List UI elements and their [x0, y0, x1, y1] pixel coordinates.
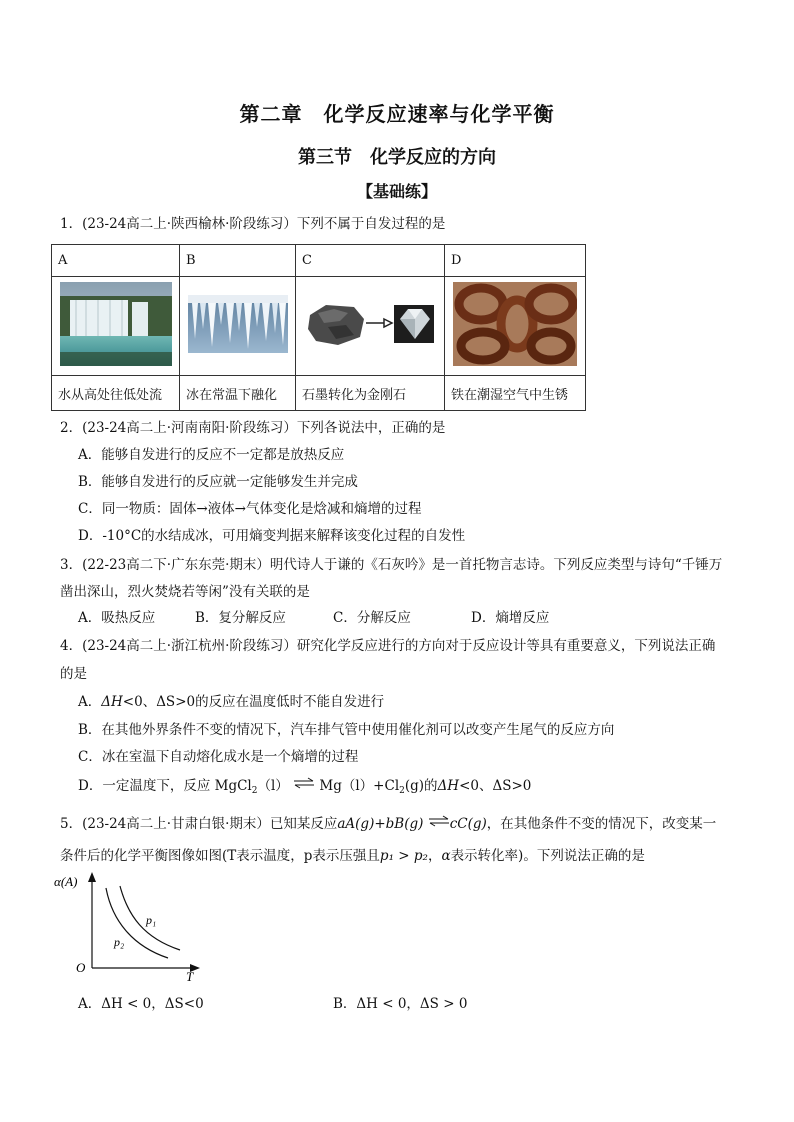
q4-option-a: A．ΔH<0、ΔS>0的反应在温度低时不能自发进行 — [78, 694, 385, 710]
icicles-image — [188, 295, 288, 353]
graph-y-label: α(A) — [54, 874, 78, 889]
q1-letter-a: A — [52, 245, 180, 277]
graph-y-arrow — [88, 872, 96, 882]
q1-image-cell-b — [180, 277, 296, 376]
chapter-title: 第二章 化学反应速率与化学平衡 — [239, 102, 555, 126]
q1-image-cell-a — [52, 277, 180, 376]
q2-stem: 2．(23-24高二上·河南南阳·阶段练习）下列各说法中，正确的是 — [60, 420, 446, 436]
section-title: 第三节 化学反应的方向 — [298, 147, 496, 168]
q1-option-table — [51, 244, 586, 411]
practice-heading: 【基础练】 — [356, 182, 437, 201]
q4-option-c: C．冰在室温下自动熔化成水是一个熵增的过程 — [78, 749, 359, 765]
equilibrium-arrow-icon — [293, 777, 315, 789]
q2-option-b: B．能够自发进行的反应就一定能够发生并完成 — [78, 474, 358, 490]
q3-option-d: D．熵增反应 — [471, 610, 550, 626]
q1-letter-b: B — [180, 245, 296, 277]
q1-letter-c: C — [296, 245, 445, 277]
q1-image-cell-c — [296, 277, 445, 376]
q3-option-a: A．吸热反应 — [78, 610, 156, 626]
graphite-to-diamond-image — [304, 301, 436, 347]
q3-stem-line1: 3．(22-23高二下·广东东莞·期末）明代诗人于谦的《石灰吟》是一首托物言志诗。下列反应类型与诗句“千锤万 — [60, 557, 723, 573]
q1-image-cell-d — [445, 277, 586, 376]
q4-stem-line1: 4．(23-24高二上·浙江杭州·阶段练习）研究化学反应进行的方向对于反应设计等具有重要意义，下列说法正确 — [60, 638, 716, 654]
equilibrium-graph — [52, 868, 212, 982]
q4-option-d: D．一定温度下，反应 MgCl$_2$（l） $Mg(l)+Cl_2(g)$的ΔH<0、ΔS>0 — [78, 778, 532, 796]
waterfall-image — [60, 282, 172, 366]
graph-p2-label: p₂ — [114, 935, 125, 949]
q1-caption-c: 石墨转化为金刚石 — [296, 376, 445, 411]
q5-option-a: A．ΔH < 0，ΔS<0 — [78, 996, 204, 1012]
graph-x-label: T — [186, 969, 194, 982]
q2-option-c: C．同一物质：固体→液体→气体变化是焓减和熵增的过程 — [78, 501, 422, 517]
q1-caption-d: 铁在潮湿空气中生锈 — [445, 376, 586, 411]
rusty-chain-image — [453, 282, 577, 366]
q3-option-c: C．分解反应 — [333, 610, 411, 626]
q1-caption-a: 水从高处往低处流 — [52, 376, 180, 411]
q2-option-d: D．-10°C的水结成冰，可用熵变判据来解释该变化过程的自发性 — [78, 528, 466, 544]
q1-caption-b: 冰在常温下融化 — [180, 376, 296, 411]
q5-option-b: B．ΔH < 0，ΔS > 0 — [333, 996, 468, 1012]
q1-stem: 1．(23-24高二上·陕西榆林·阶段练习）下列不属于自发过程的是 — [60, 216, 446, 232]
q2-option-a: A．能够自发进行的反应不一定都是放热反应 — [78, 447, 345, 463]
q5-stem-line2: 条件后的化学平衡图像如图(T表示温度，p表示压强且p₁ > p₂，α表示转化率)。下列说法正确的是 — [60, 848, 645, 864]
q1-letter-d: D — [445, 245, 586, 277]
q4-option-b: B．在其他外界条件不变的情况下，汽车排气管中使用催化剂可以改变产生尾气的反应方向 — [78, 722, 615, 738]
equilibrium-arrow-icon — [428, 815, 450, 827]
graph-p1-label: p₁ — [146, 913, 157, 927]
q5-stem-line1: 5．(23-24高二上·甘肃白银·期末）已知某反应aA(g)+bB(g) cC(g)，在其他条件不变的情况下，改变某一 — [60, 816, 717, 832]
q3-stem-line2: 凿出深山，烈火焚烧若等闲”没有关联的是 — [60, 584, 310, 600]
q4-stem-line2: 的是 — [60, 666, 87, 682]
graph-origin-label: O — [76, 960, 86, 975]
q3-option-b: B．复分解反应 — [195, 610, 286, 626]
